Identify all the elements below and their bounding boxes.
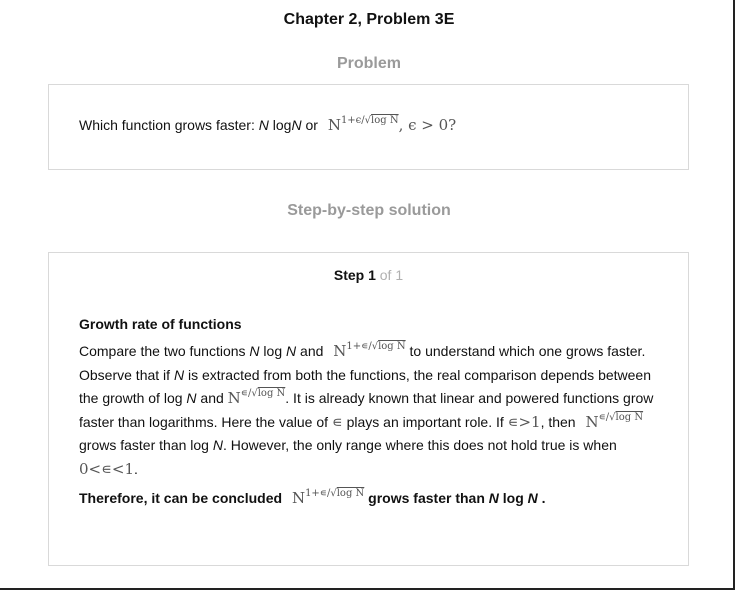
var-n: N: [527, 489, 538, 506]
math-radicand: log N: [371, 115, 399, 126]
math-expression-3: [585, 413, 643, 431]
step-count: of 1: [375, 267, 404, 283]
math-exp-text: ∊/: [598, 411, 610, 423]
var-n: N: [212, 437, 223, 454]
step-label: Step 1: [333, 267, 376, 283]
step-header: [49, 267, 688, 283]
problem-var-n2: N: [291, 117, 302, 133]
math-expression-1: [333, 342, 405, 360]
math-epsilon-gt-one: ∊>1: [507, 412, 541, 431]
sqrt-symbol: √: [251, 388, 258, 400]
math-epsilon-range: 0<∊<1: [79, 459, 134, 478]
solution-paragraph: [79, 340, 659, 482]
math-radicand: log N: [336, 487, 365, 499]
math-exp-text: 1+ϵ/: [340, 115, 365, 126]
var-n: N: [488, 489, 499, 506]
math-radicand: log N: [257, 388, 286, 400]
text-run: log: [498, 489, 528, 506]
problem-heading: Problem: [336, 55, 401, 72]
math-exponent: [599, 412, 643, 423]
var-n: N: [186, 390, 197, 407]
page-title: Chapter 2, Problem 3E: [283, 11, 455, 28]
text-run: grows faster than: [364, 489, 489, 506]
math-radicand: log N: [615, 411, 644, 423]
text-run: Compare the two functions: [79, 343, 250, 359]
text-run: log: [259, 343, 287, 359]
sqrt-symbol: √: [330, 487, 337, 499]
math-exponent: [305, 488, 364, 499]
solution-subheading: Growth rate of functions: [79, 316, 242, 332]
text-run: grows faster than log: [79, 437, 213, 454]
text-run: .: [537, 489, 546, 506]
math-exp-text: 1+∊/: [305, 487, 331, 499]
math-exponent: [241, 388, 285, 399]
text-run: plays an important role. If: [342, 413, 508, 430]
text-run: is extracted from both the functions, the real comparison depends between the growth of log: [79, 366, 651, 407]
var-n: N: [286, 343, 297, 359]
text-run: . It is already known that linear and powered functions grow faster than logarithms. Here the value of: [79, 390, 654, 430]
math-exp-text: 1+∊/: [346, 341, 372, 352]
math-expression-4: [292, 489, 364, 507]
math-exp-text: ∊/: [240, 388, 252, 400]
math-expression-2: [228, 389, 286, 407]
solution-body: [79, 315, 659, 508]
sqrt-symbol: √: [371, 341, 379, 352]
text-run: .: [134, 460, 138, 477]
text-run: Therefore, it can be concluded: [79, 489, 286, 506]
math-epsilon: ∊: [331, 412, 343, 431]
solution-heading: Step-by-step solution: [287, 202, 451, 219]
math-base: N: [327, 116, 341, 134]
problem-text-prefix: Which function grows faster:: [79, 117, 259, 133]
problem-or: or: [301, 117, 322, 133]
var-n: N: [249, 343, 260, 359]
text-run: and: [196, 390, 228, 407]
text-run: . However, the only range where this does not hold true is when: [222, 437, 617, 454]
math-base: N: [291, 488, 306, 507]
text-run: , then: [540, 413, 580, 430]
problem-statement: [79, 116, 456, 134]
problem-math-expression: [328, 116, 456, 134]
problem-log: log: [268, 117, 292, 133]
math-exponent: [346, 341, 405, 352]
sqrt-symbol: √: [364, 115, 372, 126]
math-base: N: [585, 412, 599, 431]
math-base: N: [333, 342, 347, 360]
var-n: N: [173, 366, 185, 383]
math-exponent: [341, 115, 399, 126]
solution-card: [48, 252, 689, 566]
sqrt-symbol: √: [609, 411, 616, 423]
solution-conclusion: [79, 488, 659, 508]
text-run: to understand which one grows faster. Observe that if: [79, 343, 646, 383]
math-radicand: log N: [378, 341, 406, 352]
problem-card: [48, 84, 689, 170]
math-base: N: [227, 389, 241, 408]
math-tail: , ϵ > 0?: [398, 116, 457, 134]
text-run: and: [296, 343, 328, 359]
problem-var-n: N: [258, 117, 269, 133]
